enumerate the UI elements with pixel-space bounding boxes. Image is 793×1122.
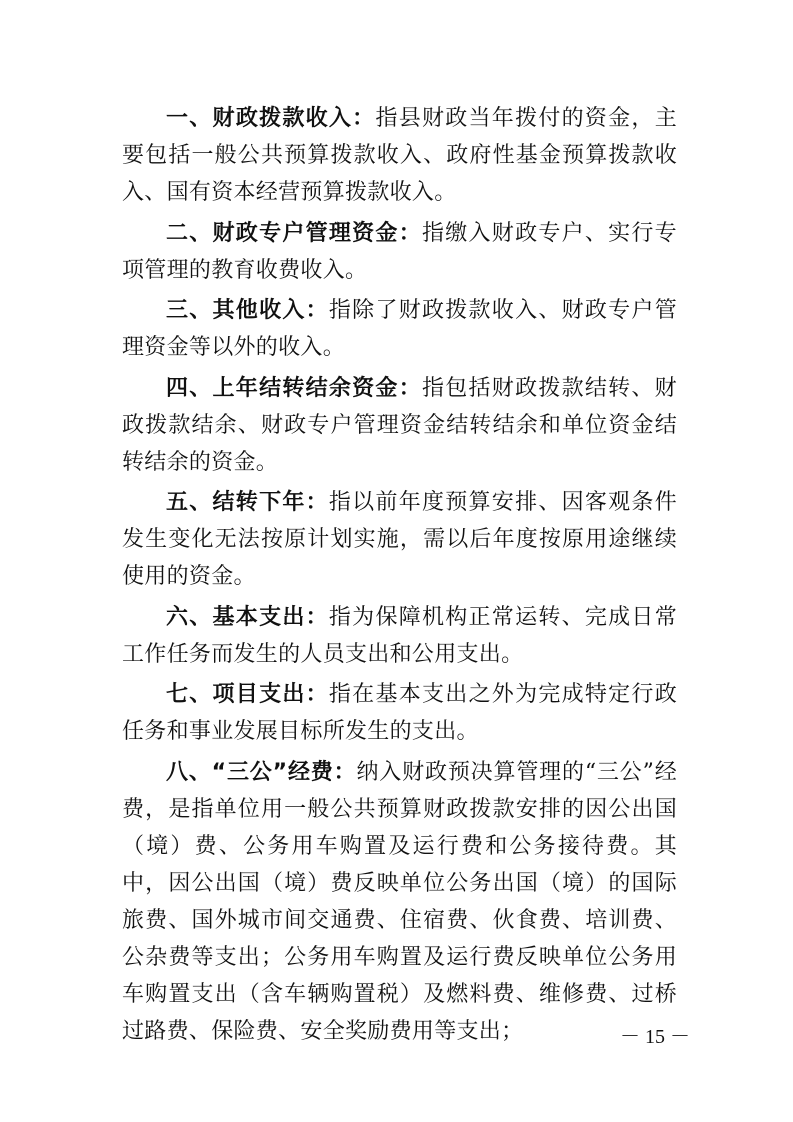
definition-term: 一、财政拨款收入： <box>166 106 376 131</box>
definition-paragraph-4 <box>122 370 677 481</box>
definition-text: 纳入财政预决算管理的“三公”经费，是指单位用一般公共预算财政拨款安排的因公出国（境）费、公务用车购置及运行费和公务接待费。其中，因公出国（境）费反映单位公务出国（境）的国际旅费、国外城市间交通费、住宿费、伙食费、培训费、公杂费等支出；公务用车购置及运行费反映单位公务用车购置支出（含车辆购置税）及燃料费、维修费、过桥过路费、保险费、安全奖励费用等支出； <box>122 759 677 1044</box>
definition-text: 指包括财政拨款结转、财政拨款结余、财政专户管理资金结转结余和单位资金结转结余的资金。 <box>122 375 677 475</box>
definition-paragraph-3 <box>122 292 677 366</box>
page-number: － 15 － <box>620 1026 690 1048</box>
definition-text: 指缴入财政专户、实行专项管理的教育收费收入。 <box>122 220 677 283</box>
definition-paragraph-5 <box>122 484 677 595</box>
definition-paragraph-2 <box>122 215 677 289</box>
definition-paragraph-8 <box>122 754 677 1050</box>
definition-paragraph-6 <box>122 599 677 673</box>
definition-paragraph-7 <box>122 676 677 750</box>
definition-paragraph-1 <box>122 100 677 211</box>
definitions-body <box>122 100 677 1053</box>
definition-text: 指县财政当年拨付的资金，主要包括一般公共预算拨款收入、政府性基金预算拨款收入、国有资本经营预算拨款收入。 <box>122 106 678 205</box>
definition-term: 二、财政专户管理资金： <box>166 220 422 246</box>
definition-text: 指在基本支出之外为完成特定行政任务和事业发展目标所发生的支出。 <box>122 682 677 744</box>
definition-term: 四、上年结转结余资金： <box>166 375 422 401</box>
definition-term: 六、基本支出： <box>166 604 329 630</box>
definition-text: 指除了财政拨款收入、财政专户管理资金等以外的收入。 <box>122 298 677 360</box>
definition-term: 七、项目支出： <box>166 682 329 707</box>
definition-term: 三、其他收入： <box>166 298 329 323</box>
definition-text: 指为保障机构正常运转、完成日常工作任务而发生的人员支出和公用支出。 <box>122 604 677 667</box>
definition-text: 指以前年度预算安排、因客观条件发生变化无法按原计划实施，需以后年度按原用途继续使用的资金。 <box>122 490 677 589</box>
definition-term: 五、结转下年： <box>166 490 329 515</box>
definition-term: 八、“三公”经费： <box>166 759 357 785</box>
